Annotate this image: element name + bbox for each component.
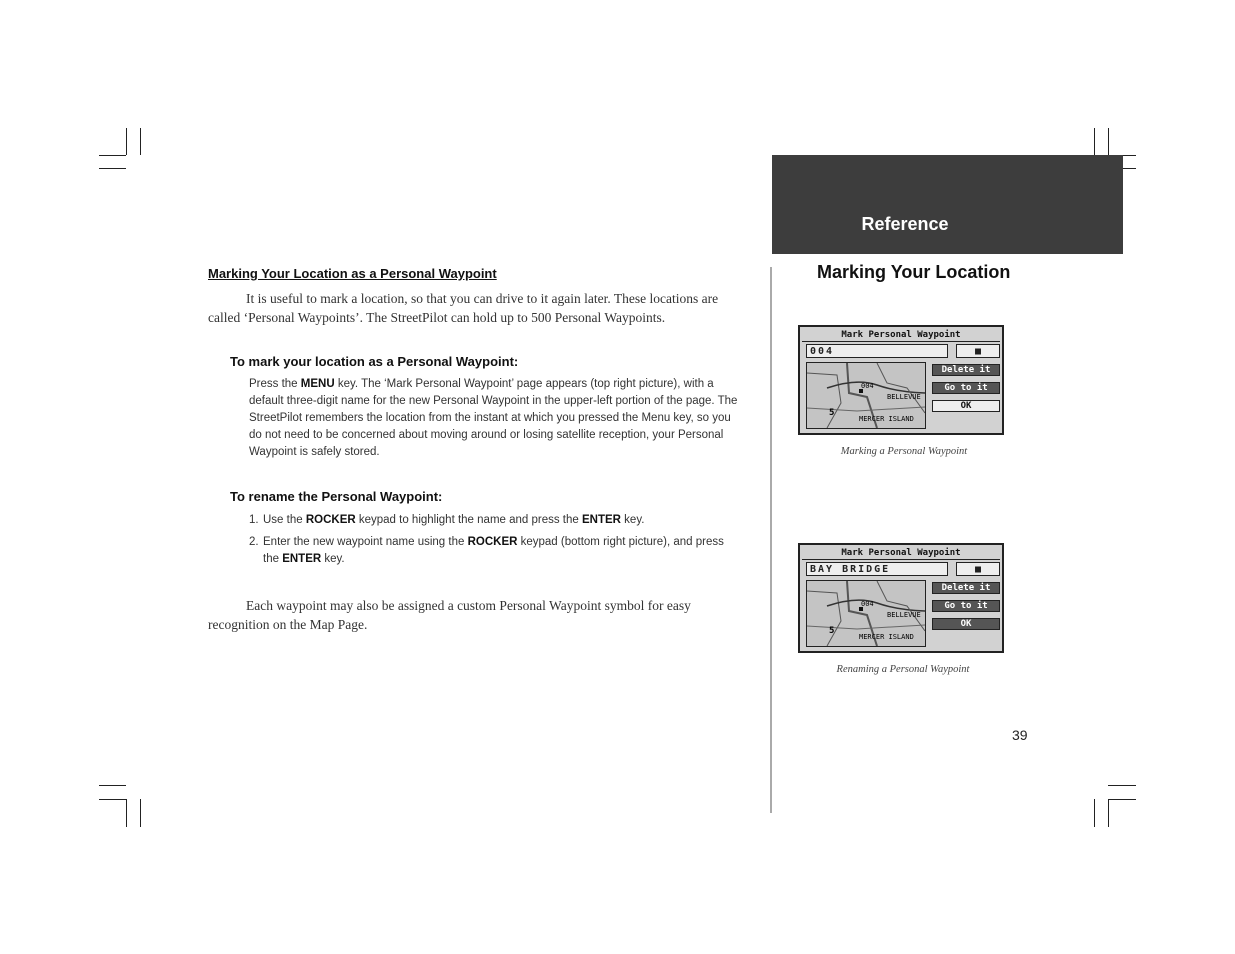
screen-title: Mark Personal Waypoint	[802, 329, 1000, 342]
map-label: 5	[829, 408, 835, 418]
waypoint-symbol-field[interactable]: ■	[956, 562, 1000, 576]
figure-caption: Renaming a Personal Waypoint	[836, 664, 970, 675]
crop-mark	[1108, 128, 1109, 155]
map-label: 5	[829, 626, 835, 636]
device-screen-renaming	[798, 543, 1004, 653]
ok-button[interactable]: OK	[932, 618, 1000, 630]
map-label: MERCER ISLAND	[859, 415, 914, 423]
subheading-mark: To mark your location as a Personal Waypoint:	[230, 354, 519, 369]
crop-mark	[140, 128, 141, 155]
crop-mark	[99, 168, 126, 169]
column-divider	[770, 267, 772, 813]
map-label: 004	[861, 600, 874, 608]
subheading-rename: To rename the Personal Waypoint:	[230, 489, 443, 504]
crop-mark	[99, 799, 126, 800]
crop-mark	[1094, 799, 1095, 827]
list-item: 1. Use the ROCKER keypad to highlight the name and press the ENTER key.	[249, 514, 645, 526]
page-heading: Marking Your Location as a Personal Waypoint	[208, 266, 497, 281]
map-thumbnail	[806, 362, 926, 429]
crop-mark	[1094, 128, 1095, 155]
section-tab-title: Reference	[861, 214, 949, 234]
ok-button[interactable]: OK	[932, 400, 1000, 412]
map-label: BELLEVUE	[887, 611, 921, 619]
delete-it-button[interactable]: Delete it	[932, 364, 1000, 376]
section-tab-band	[772, 155, 1123, 254]
map-label: BELLEVUE	[887, 393, 921, 401]
list-item: 2. Enter the new waypoint name using the ROCKER keypad (bottom right picture), and press the ENTER key.	[249, 536, 724, 565]
crop-mark	[140, 799, 141, 827]
delete-it-button[interactable]: Delete it	[932, 582, 1000, 594]
crop-mark	[99, 785, 126, 786]
crop-mark	[1108, 785, 1136, 786]
device-screen-marking	[798, 325, 1004, 435]
mark-instructions: Press the MENU key. The ‘Mark Personal Waypoint’ page appears (top right picture), with a default three-digit name for the new Personal Waypoint in the upper-left portion of the page. The StreetPilot remembers the location from the instant at which you pressed the Menu key, so you do not need to be concerned about moving around or losing satellite reception, your Personal Waypoint is safely stored.	[249, 378, 738, 458]
symbol-paragraph: Each waypoint may also be assigned a custom Personal Waypoint symbol for easy recognition on the Map Page.	[208, 598, 691, 632]
crop-mark	[126, 128, 127, 155]
waypoint-name-field[interactable]: 004	[806, 344, 948, 358]
go-to-it-button[interactable]: Go to it	[932, 600, 1000, 612]
map-label: MERCER ISLAND	[859, 633, 914, 641]
crop-mark	[1108, 799, 1109, 827]
map-label: 004	[861, 382, 874, 390]
map-thumbnail	[806, 580, 926, 647]
intro-paragraph: It is useful to mark a location, so that you can drive to it again later. These locations are called ‘Personal Waypoints’. The StreetPilot can hold up to 500 Personal Waypoints.	[208, 291, 719, 325]
page-number: 39	[1012, 727, 1028, 743]
crop-mark	[1108, 799, 1136, 800]
figure-caption: Marking a Personal Waypoint	[840, 446, 968, 457]
sidebar-section-title: Marking Your Location	[817, 262, 1011, 282]
crop-mark	[99, 155, 126, 156]
screen-title: Mark Personal Waypoint	[802, 547, 1000, 560]
waypoint-name-field[interactable]: BAY BRIDGE	[806, 562, 948, 576]
rename-steps	[249, 512, 739, 573]
go-to-it-button[interactable]: Go to it	[932, 382, 1000, 394]
menu-key: MENU	[300, 378, 335, 390]
waypoint-symbol-field[interactable]: ■	[956, 344, 1000, 358]
crop-mark	[126, 799, 127, 827]
